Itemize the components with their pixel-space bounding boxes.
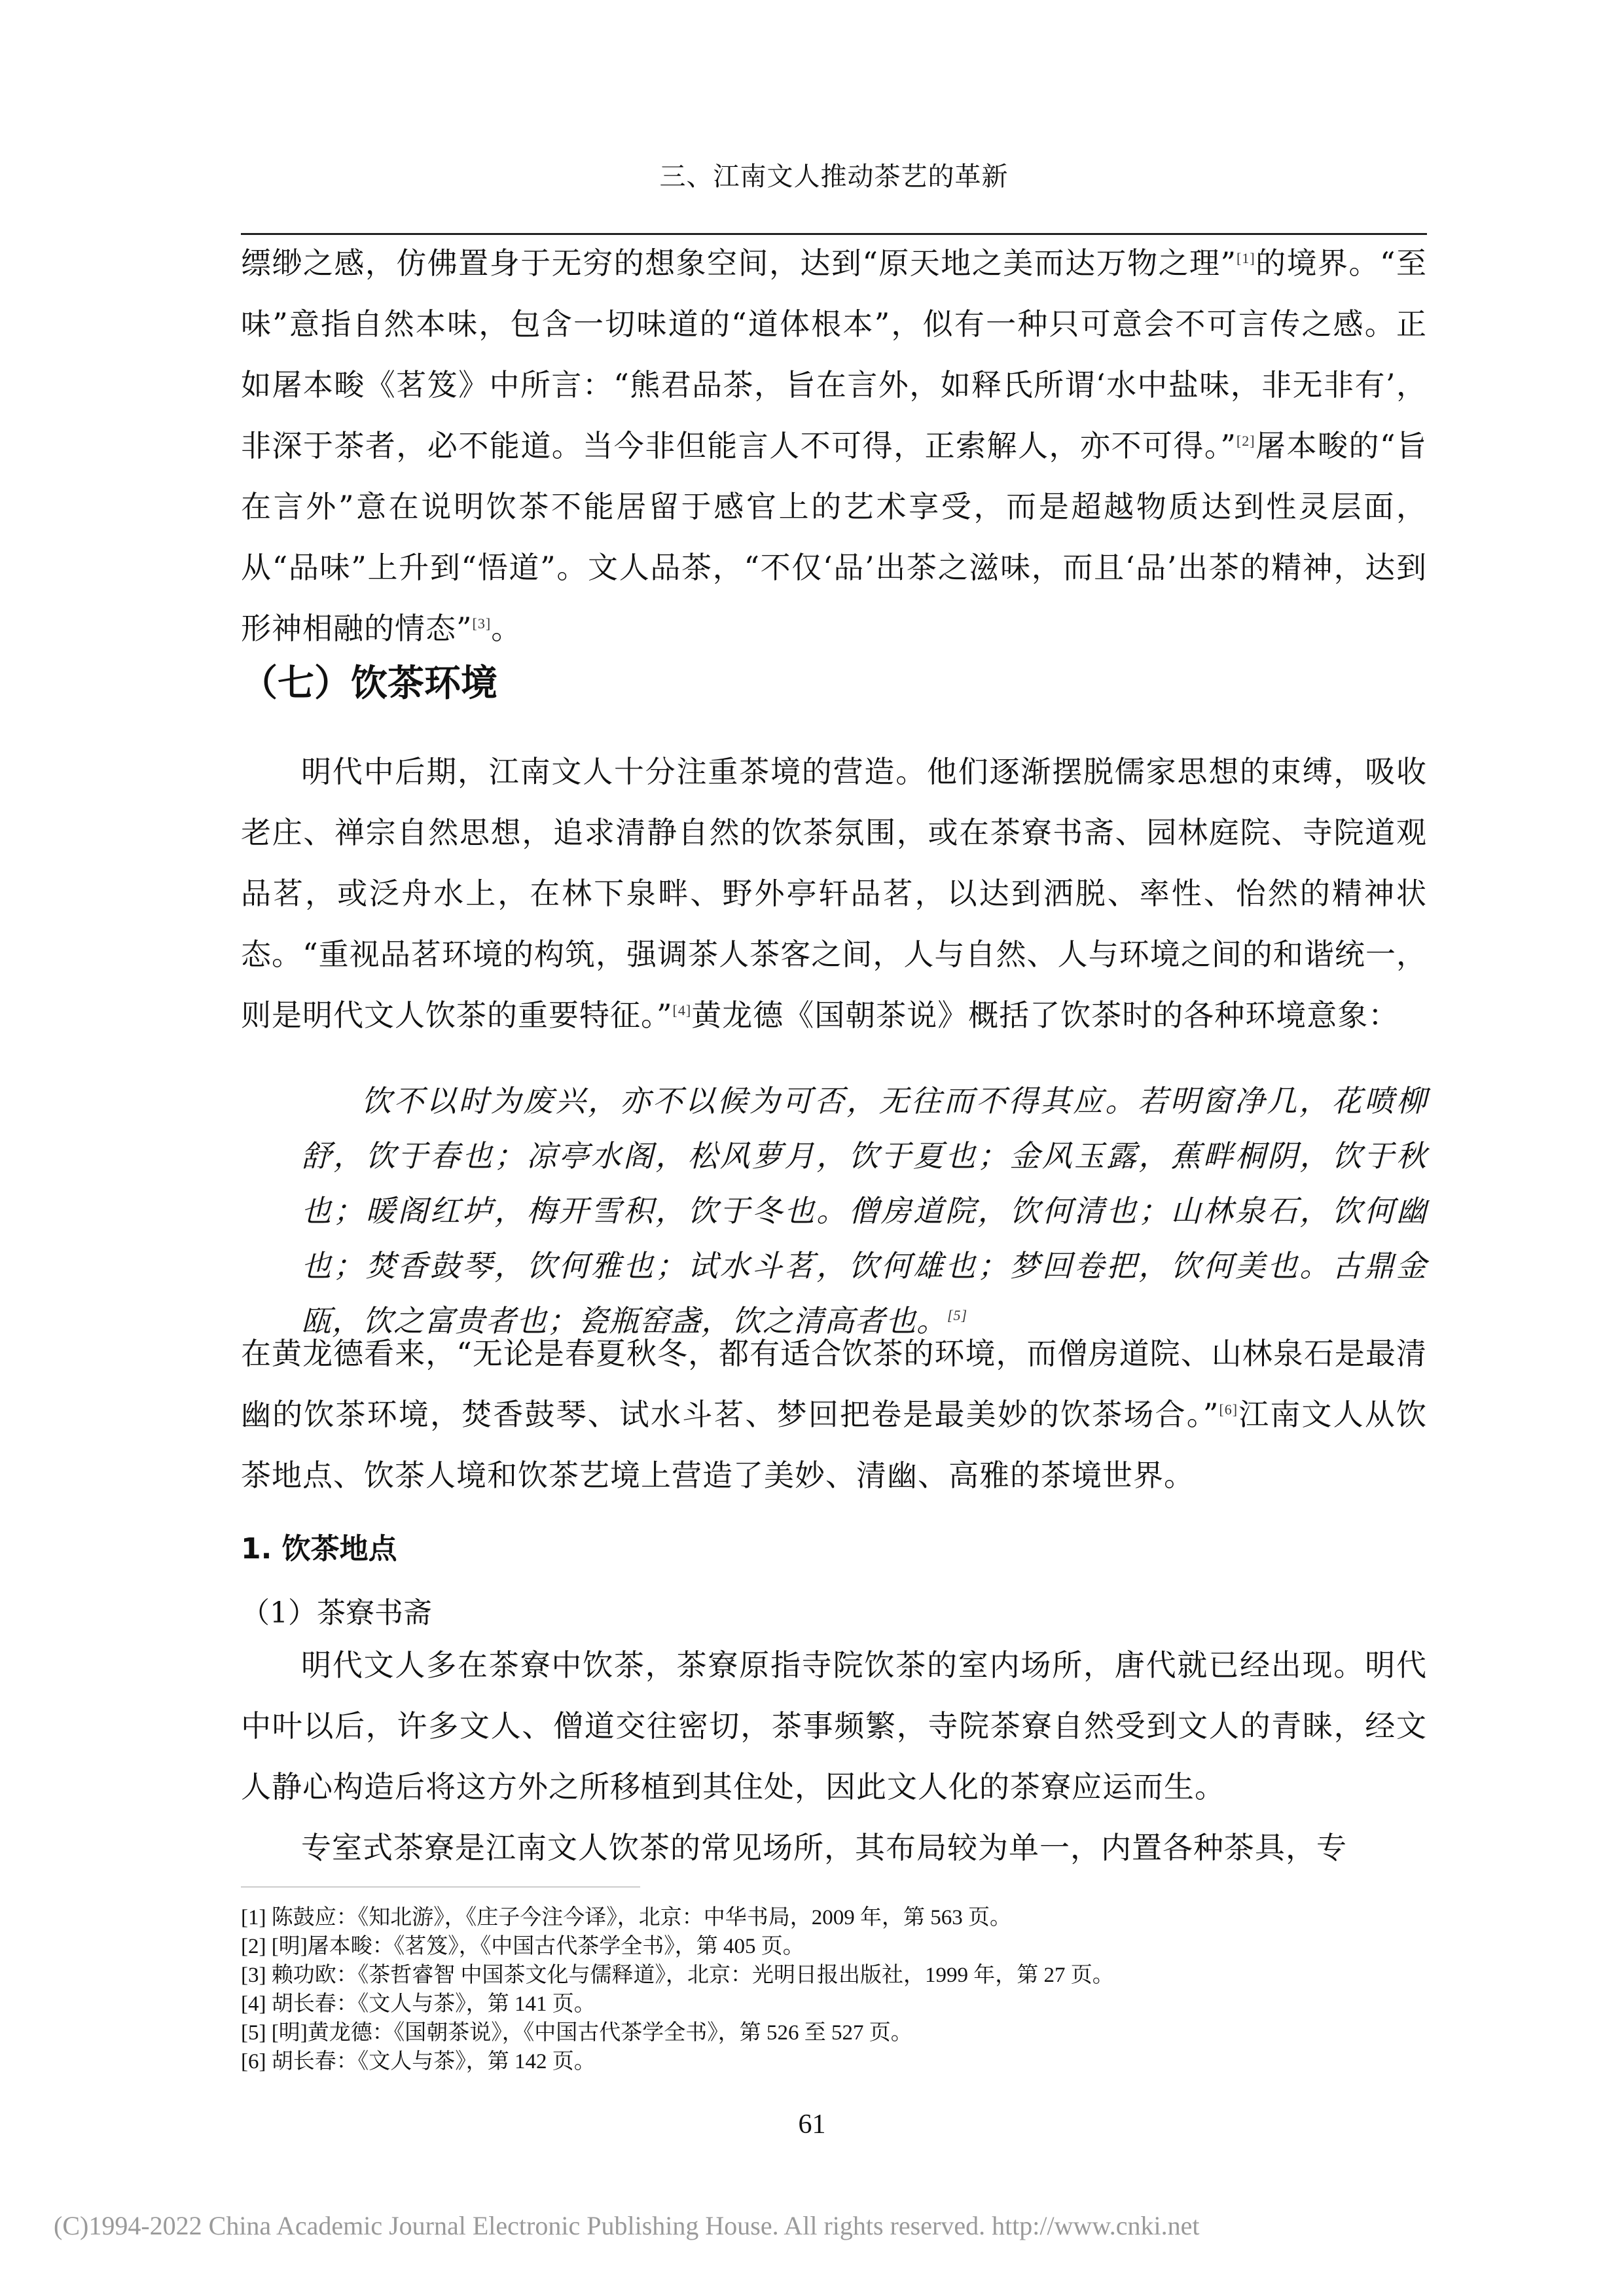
text-segment: 的境界。“至味”意指自然本味，包含一切味道的“道体根本”，似有一种只可意会不可言传之感。正如屠本畯《茗笈》中所言：“熊君品茶，旨在言外，如释氏所谓‘水中盐味，非无非有’，非深于茶者，必不能道。当今非但能言人不可得，正索解人，亦不可得。” bbox=[241, 245, 1427, 463]
footnote-ref-4[interactable]: [4] bbox=[672, 1002, 692, 1018]
footnote-ref-3[interactable]: [3] bbox=[472, 615, 492, 632]
text-segment: 缥缈之感，仿佛置身于无穷的想象空间，达到“原天地之美而达万物之理” bbox=[241, 245, 1236, 281]
footnote-ref-5[interactable]: [5] bbox=[947, 1307, 968, 1323]
section-paragraph bbox=[241, 742, 1427, 1046]
teahouse-paragraphs bbox=[241, 1635, 1427, 1878]
footnote-4: [4] 胡长春：《文人与茶》，第 141 页。 bbox=[241, 1992, 596, 2016]
subsection-heading: 1. 饮茶地点 bbox=[241, 1532, 397, 1566]
follow-paragraph bbox=[241, 1323, 1427, 1506]
block-quote bbox=[301, 1073, 1427, 1348]
text-segment: 在黄龙德看来，“无论是春夏秋冬，都有适合饮茶的环境，而僧房道院、山林泉石是最清幽的饮茶环境，焚香鼓琴、试水斗茗、梦回把卷是最美妙的饮茶场合。” bbox=[241, 1336, 1427, 1432]
text-segment: 江南文人从饮茶地点、饮茶人境和饮茶艺境上营造了美妙、清幽、高雅的茶境世界。 bbox=[241, 1397, 1427, 1493]
footnote-2: [2] [明]屠本畯：《茗笈》，《中国古代茶学全书》，第 405 页。 bbox=[241, 1935, 804, 1958]
text-segment: 屠本畯的“旨在言外”意在说明饮茶不能居留于感官上的艺术享受，而是超越物质达到性灵层面，从“品味”上升到“悟道”。文人品茶，“不仅‘品’出茶之滋味，而且‘品’出茶的精神，达到形神相融的情态” bbox=[241, 428, 1427, 646]
footnote-1: [1] 陈鼓应：《知北游》，《庄子今注今译》，北京：中华书局，2009 年，第 563 页。 bbox=[241, 1906, 1011, 1929]
paragraph-teahouse-2: 专室式茶寮是江南文人饮茶的常见场所，其布局较为单一，内置各种茶具，专 bbox=[301, 1830, 1347, 1865]
footnote-6: [6] 胡长春：《文人与茶》，第 142 页。 bbox=[241, 2050, 596, 2073]
copyright-notice: (C)1994-2022 China Academic Journal Electronic Publishing House. All rights reserved. http://www.cnki.net bbox=[54, 2211, 1200, 2240]
page-number: 61 bbox=[798, 2109, 826, 2140]
text-segment: 。 bbox=[491, 611, 522, 646]
text-segment: 黄龙德《国朝茶说》概括了饮茶时的各种环境意象： bbox=[691, 997, 1399, 1033]
intro-paragraph bbox=[241, 233, 1427, 659]
footnote-5: [5] [明]黄龙德：《国朝茶说》，《中国古代茶学全书》，第 526 至 527 页。 bbox=[241, 2021, 912, 2045]
quote-text: 饮不以时为废兴，亦不以候为可否，无往而不得其应。若明窗净几，花喷柳舒，饮于春也；凉亭水阁，松风萝月，饮于夏也；金风玉露，蕉畔桐阴，饮于秋也；暖阁红垆，梅开雪积，饮于冬也。僧房道院，饮何清也；山林泉石，饮何幽也；焚香鼓琴，饮何雅也；试水斗茗，饮何雄也；梦回卷把，饮何美也。古鼎金瓯，饮之富贵者也；瓷瓶窑盏，饮之清高者也。 bbox=[301, 1083, 1427, 1338]
footnote-ref-6[interactable]: [6] bbox=[1219, 1401, 1238, 1418]
footnote-ref-1[interactable]: [1] bbox=[1236, 250, 1255, 266]
subsubsection-heading: （1）茶寮书斋 bbox=[241, 1596, 432, 1630]
section-heading: （七）饮茶环境 bbox=[241, 662, 497, 705]
footnote-ref-2[interactable]: [2] bbox=[1236, 433, 1255, 449]
running-head: 三、江南文人推动茶艺的革新 bbox=[659, 162, 1009, 192]
footnote-rule bbox=[241, 1886, 640, 1888]
paragraph-teahouse-1: 明代文人多在茶寮中饮茶，茶寮原指寺院饮茶的室内场所，唐代就已经出现。明代中叶以后，许多文人、僧道交往密切，茶事频繁，寺院茶寮自然受到文人的青睐，经文人静心构造后将这方外之所移植到其住处，因此文人化的茶寮应运而生。 bbox=[241, 1647, 1427, 1804]
footnotes bbox=[241, 1903, 1114, 2076]
footnote-3: [3] 赖功欧：《茶哲睿智 中国茶文化与儒释道》，北京：光明日报出版社，1999 年，第 27 页。 bbox=[241, 1964, 1114, 1987]
text-segment: 明代中后期，江南文人十分注重茶境的营造。他们逐渐摆脱儒家思想的束缚，吸收老庄、禅宗自然思想，追求清静自然的饮茶氛围，或在茶寮书斋、园林庭院、寺院道观品茗，或泛舟水上，在林下泉畔、野外亭轩品茗，以达到洒脱、率性、怡然的精神状态。“重视品茗环境的构筑，强调茶人茶客之间，人与自然、人与环境之间的和谐统一，则是明代文人饮茶的重要特征。” bbox=[241, 754, 1427, 1033]
